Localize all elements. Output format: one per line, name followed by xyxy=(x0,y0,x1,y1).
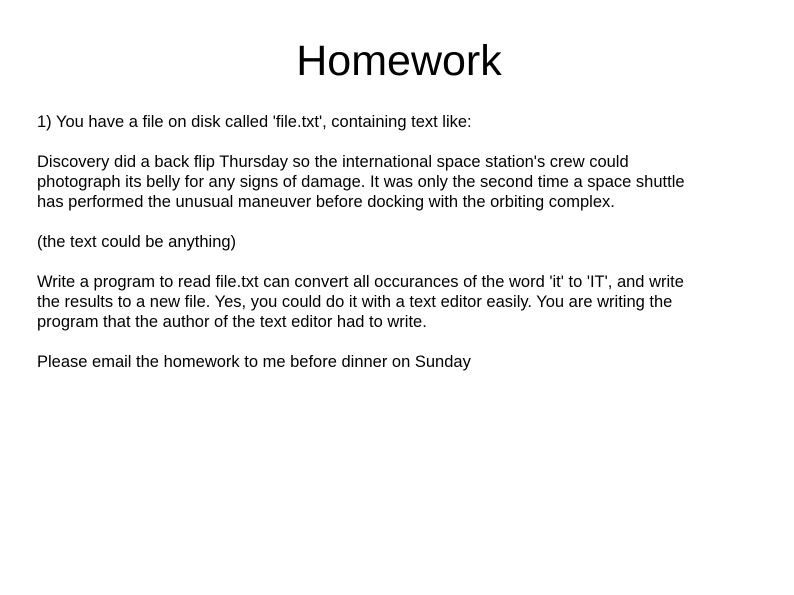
paragraph-question xyxy=(37,112,767,132)
text-line: photograph its belly for any signs of damage. It was only the second time a space shuttle xyxy=(37,173,685,191)
text-line: the results to a new file. Yes, you could do it with a text editor easily. You are writing the xyxy=(37,293,673,311)
slide-title: Homework xyxy=(296,37,502,85)
paragraph-example-text xyxy=(37,152,767,212)
text-line: program that the author of the text editor had to write. xyxy=(37,313,427,331)
text-line: Write a program to read file.txt can convert all occurances of the word 'it' to 'IT', and write xyxy=(37,273,684,291)
paragraph-note xyxy=(37,232,767,252)
text-line: Please email the homework to me before dinner on Sunday xyxy=(37,353,471,371)
text-line: 1) You have a file on disk called 'file.txt', containing text like: xyxy=(37,113,472,131)
text-line: has performed the unusual maneuver before docking with the orbiting complex. xyxy=(37,193,615,211)
paragraph-submission xyxy=(37,352,767,372)
slide-body xyxy=(37,112,767,392)
paragraph-task xyxy=(37,272,767,332)
text-line: (the text could be anything) xyxy=(37,233,237,251)
text-line: Discovery did a back flip Thursday so the international space station's crew could xyxy=(37,153,629,171)
